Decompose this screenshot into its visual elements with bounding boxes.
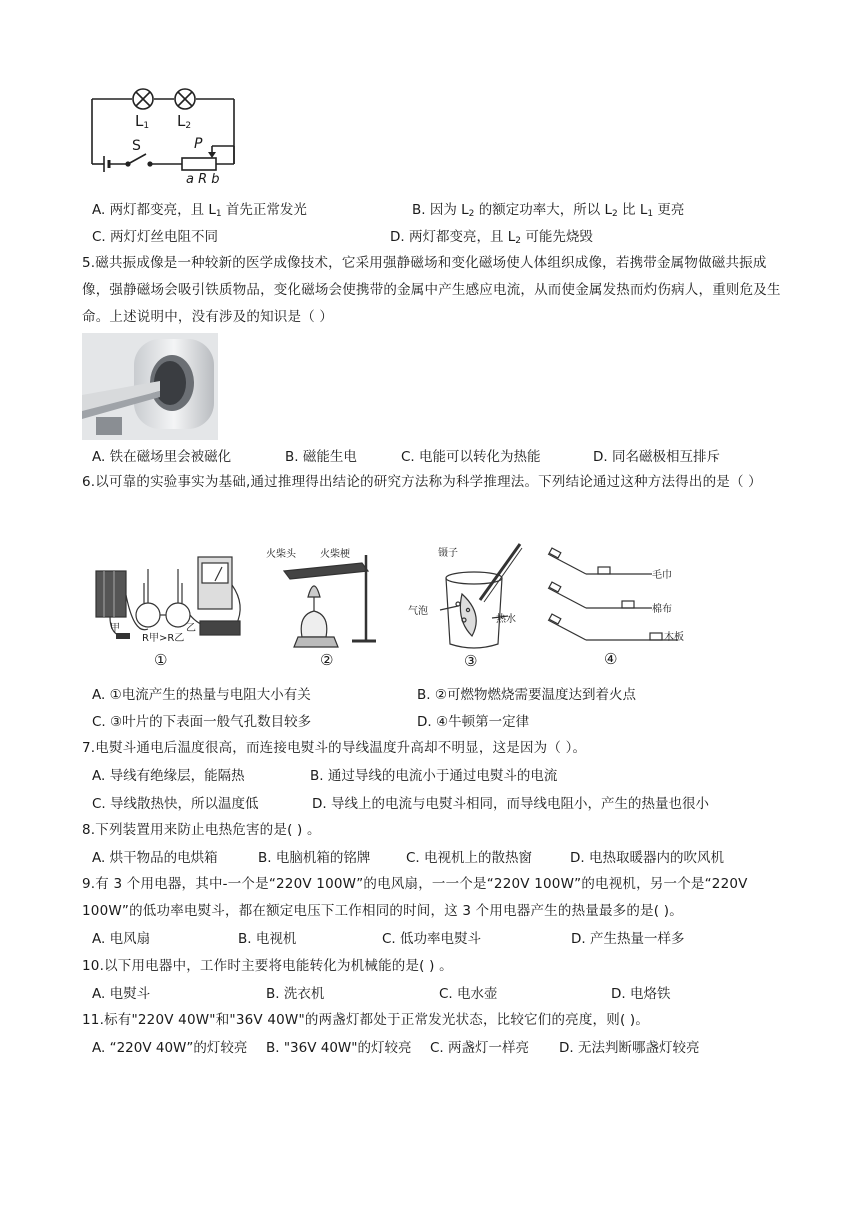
figure-3-bubble: 气泡 [408, 606, 428, 617]
q11-option-b[interactable]: B. "36V 40W"的灯较亮 [266, 1040, 412, 1056]
figure-4-number: ④ [604, 650, 618, 668]
mri-machine-image [82, 333, 218, 440]
figure-1-label-yi: 乙 [186, 623, 196, 634]
figure-4-inclined-plane [542, 546, 692, 673]
q8-option-a[interactable]: A. 烘干物品的电烘箱 [92, 850, 218, 866]
q8-option-d[interactable]: D. 电热取暖器内的吹风机 [570, 850, 724, 866]
q5-stem: 5.磁共振成像是一种较新的医学成像技术，它采用强静磁场和变化磁场使人体组织成像，若携带金属物做磁共振成像，强静磁场会吸引铁质物品，变化磁场会使携带的金属中产生感应电流，从而使金属发热而灼伤病人，重则危及生命。上述说明中，没有涉及的知识是（ ） [82, 255, 781, 325]
q10-option-c[interactable]: C. 电水壶 [439, 986, 498, 1002]
q9-option-d[interactable]: D. 产生热量一样多 [571, 931, 685, 947]
lamp1-label: $L_1$ [135, 112, 150, 131]
q5-option-a[interactable]: A. 铁在磁场里会被磁化 [92, 449, 232, 465]
q4-option-c[interactable]: C. 两灯灯丝电阻不同 [92, 229, 219, 245]
figure-2-match-head: 火柴头 [266, 549, 296, 560]
figure-1-label-jia: 甲 [110, 623, 120, 634]
q4-option-b[interactable]: B. 因为 $L_2$ 的额定功率大，所以 $L_2$ 比 $L_1$ 更亮 [412, 202, 685, 219]
q10-stem: 10.以下用电器中，工作时主要将电能转化为机械能的是( ) 。 [82, 958, 453, 974]
q9-option-c[interactable]: C. 低功率电熨斗 [382, 931, 482, 947]
q7-option-d[interactable]: D. 导线上的电流与电熨斗相同，而导线电阻小，产生的热量也很小 [312, 796, 709, 812]
q11-stem: 11.标有"220V 40W"和"36V 40W"的两盏灯都处于正常发光状态，比较它们的亮度，则( )。 [82, 1012, 650, 1028]
q11-option-d[interactable]: D. 无法判断哪盏灯较亮 [559, 1040, 700, 1056]
q6-option-c[interactable]: C. ③叶片的下表面一般气孔数目较多 [92, 714, 312, 730]
figure-3-tweezers: 镊子 [438, 548, 458, 559]
figure-4-wood: 木板 [664, 632, 684, 643]
q7-option-b[interactable]: B. 通过导线的电流小于通过电熨斗的电流 [310, 768, 558, 784]
figure-1-joule-heating [90, 555, 250, 673]
q7-option-c[interactable]: C. 导线散热快，所以温度低 [92, 796, 259, 812]
q7-option-a[interactable]: A. 导线有绝缘层，能隔热 [92, 768, 245, 784]
q11-option-a[interactable]: A. “220V 40W”的灯较亮 [92, 1040, 248, 1056]
q6-option-b[interactable]: B. ②可燃物燃烧需要温度达到着火点 [417, 687, 636, 703]
q5-option-b[interactable]: B. 磁能生电 [285, 449, 357, 465]
lamp2-label: $L_2$ [177, 112, 192, 131]
figure-3-leaf-in-hot-water [404, 540, 534, 673]
slider-label: P [194, 136, 203, 152]
figure-1-formula: R甲>R乙 [142, 633, 185, 644]
q7-stem: 7.电熨斗通电后温度很高，而连接电熨斗的导线温度升高却不明显，这是因为（ ）。 [82, 740, 587, 756]
figure-2-match-stick: 火柴梗 [320, 549, 350, 560]
q6-option-d[interactable]: D. ④牛顿第一定律 [417, 714, 530, 730]
q8-stem: 8.下列装置用来防止电热危害的是( ) 。 [82, 822, 321, 838]
q6-stem: 6.以可靠的实验事实为基础,通过推理得出结论的研究方法称为科学推理法。下列结论通过这种方法得出的是（ ） [82, 474, 762, 490]
figure-4-towel: 毛巾 [652, 570, 672, 581]
q9-option-b[interactable]: B. 电视机 [238, 931, 297, 947]
q5-option-d[interactable]: D. 同名磁极相互排斥 [593, 449, 720, 465]
q11-option-c[interactable]: C. 两盏灯一样亮 [430, 1040, 530, 1056]
rheostat-label: a R b [186, 172, 220, 187]
q4-option-a[interactable]: A. 两灯都变亮，且 $L_1$ 首先正常发光 [92, 202, 307, 219]
figure-4-cotton: 棉布 [652, 604, 672, 615]
q8-option-b[interactable]: B. 电脑机箱的铭牌 [258, 850, 371, 866]
q10-option-a[interactable]: A. 电熨斗 [92, 986, 151, 1002]
q8-option-c[interactable]: C. 电视机上的散热窗 [406, 850, 533, 866]
q9-option-a[interactable]: A. 电风扇 [92, 931, 151, 947]
figure-2-match-burning [262, 545, 382, 673]
q9-stem: 9.有 3 个用电器，其中-一个是“220V 100W”的电风扇，一一个是“220V 100W”的电视机，另一个是“220V 100W”的低功率电熨斗，都在额定电压下工作相同的时间，这 3 个用电器产生的热量最多的是( )。 [82, 876, 748, 919]
q5-option-c[interactable]: C. 电能可以转化为热能 [401, 449, 541, 465]
q4-option-d[interactable]: D. 两灯都变亮，且 $L_2$ 可能先烧毁 [390, 229, 593, 246]
figure-1-number: ① [154, 651, 168, 669]
circuit-diagram [84, 86, 244, 190]
figure-3-hot-water: 热水 [496, 614, 516, 625]
q10-option-b[interactable]: B. 洗衣机 [266, 986, 325, 1002]
figure-3-number: ③ [464, 652, 478, 670]
q10-option-d[interactable]: D. 电烙铁 [611, 986, 671, 1002]
switch-label: S [132, 138, 141, 154]
q6-option-a[interactable]: A. ①电流产生的热量与电阻大小有关 [92, 687, 311, 703]
figure-2-number: ② [320, 651, 334, 669]
